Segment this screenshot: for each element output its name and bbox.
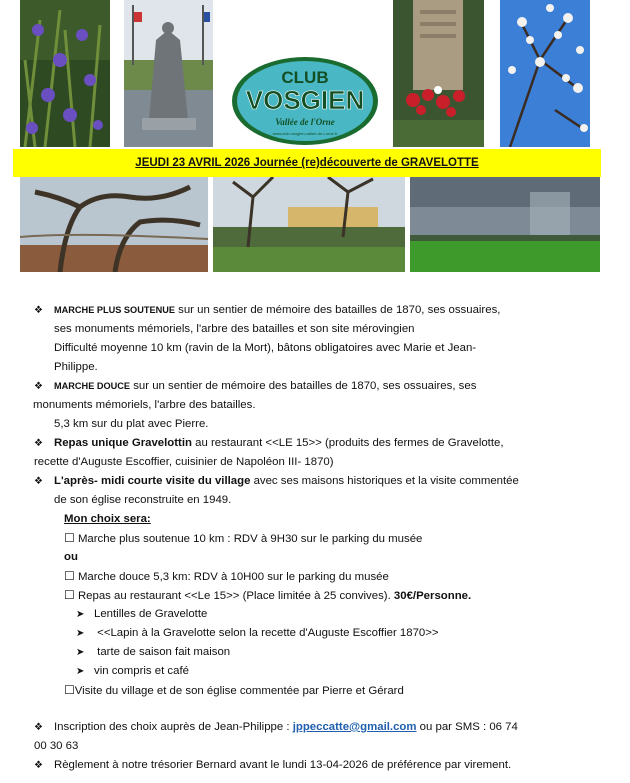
marche-douce-text: sur un sentier de mémoire des batailles de 1870, ses ossuaires, ses [130, 380, 477, 392]
diamond-bullet-icon: ❖ [34, 722, 43, 733]
photo-monument-statues [124, 0, 213, 147]
marche-douce-line3: 5,3 km sur du plat avec Pierre. [54, 418, 209, 430]
option-repas: Repas au restaurant <<Le 15>> (Place limitée à 25 convives). [77, 590, 394, 602]
menu-item: <<Lapin à la Gravelotte selon la recette d'Auguste Escoffier 1870>> [94, 627, 439, 639]
marche-soutenue-line4: Philippe. [54, 361, 98, 373]
email-link[interactable]: jppeccatte@gmail.com [292, 721, 417, 733]
photo-green-field [410, 177, 600, 272]
repas-price: 30€/Personne. [393, 590, 472, 602]
choice-heading: Mon choix sera: [64, 513, 151, 525]
inscription-text: Inscription des choix auprès de Jean-Philippe : [54, 721, 293, 733]
photo-violets [20, 0, 110, 147]
marche-douce-line2: monuments mémoriels, l'arbre des batailles. [33, 399, 256, 411]
checkbox-visite[interactable]: ☐ [64, 683, 75, 697]
photo-memorial-stone [393, 0, 484, 147]
marche-douce-title: MARCHE DOUCE [54, 381, 131, 391]
club-vosgien-logo [230, 55, 380, 147]
arrow-bullet-icon: ➤ [76, 647, 85, 658]
logo-url-text: www.club-vosgien-vallee-de-l-orne.fr [272, 131, 338, 136]
apres-midi-text: avec ses maisons historiques et la visite commentée [250, 475, 519, 487]
logo-vosgien-text: VOSGIEN [245, 85, 365, 115]
apres-midi-line2: de son église reconstruite en 1949. [54, 494, 232, 506]
arrow-bullet-icon: ➤ [76, 609, 85, 620]
option-visite: Visite du village et de son église commentée par Pierre et Gérard [74, 685, 404, 697]
inscription-sms: ou par SMS : 06 74 [416, 721, 518, 733]
marche-soutenue-text: sur un sentier de mémoire des batailles de 1870, ses ossuaires, [174, 304, 501, 316]
photo-blossom-sky [500, 0, 590, 147]
marche-soutenue-line3: Difficulté moyenne 10 km (ravin de la Mort), bâtons obligatoires avec Marie et Jean- [54, 342, 477, 354]
diamond-bullet-icon: ❖ [34, 381, 43, 392]
reglement-text: Règlement à notre trésorier Bernard avant le lundi 13-04-2026 de préférence par virement. [54, 759, 512, 771]
photo-old-tree [20, 177, 208, 272]
arrow-bullet-icon: ➤ [76, 666, 85, 677]
apres-midi-title: L'après- midi courte visite du village [54, 475, 251, 487]
menu-item: vin compris et café [94, 665, 189, 677]
arrow-bullet-icon: ➤ [76, 628, 85, 639]
diamond-bullet-icon: ❖ [34, 760, 43, 771]
diamond-bullet-icon: ❖ [34, 305, 43, 316]
repas-line2: recette d'Auguste Escoffier, cuisinier de Napoléon III- 1870) [34, 456, 334, 468]
checkbox-marche-soutenue[interactable]: ☐ [64, 531, 75, 545]
menu-item: Lentilles de Gravelotte [94, 608, 208, 620]
marche-soutenue-line2: ses monuments mémoriels, l'arbre des batailles et son site mérovingien [54, 323, 415, 335]
inscription-phone-line2: 00 30 63 [34, 740, 79, 752]
repas-title: Repas unique Gravelottin [54, 437, 192, 449]
option-marche-douce: Marche douce 5,3 km: RDV à 10H00 sur le parking du musée [77, 571, 389, 583]
marche-soutenue-title: MARCHE PLUS SOUTENUE [54, 305, 175, 315]
logo-club-text: CLUB [281, 68, 329, 87]
checkbox-marche-douce[interactable]: ☐ [64, 569, 75, 583]
diamond-bullet-icon: ❖ [34, 476, 43, 487]
menu-item: tarte de saison fait maison [94, 646, 231, 658]
event-title-banner: JEUDI 23 AVRIL 2026 Journée (re)découverte de GRAVELOTTE [13, 149, 601, 177]
logo-valley-text: Vallée de l'Orne [275, 117, 335, 127]
photo-walled-garden [213, 177, 405, 272]
event-description [34, 301, 594, 775]
option-marche-soutenue: Marche plus soutenue 10 km : RDV à 9H30 sur le parking du musée [77, 533, 423, 545]
choice-or: ou [64, 551, 78, 563]
checkbox-repas[interactable]: ☐ [64, 588, 75, 602]
repas-text: au restaurant <<LE 15>> (produits des fermes de Gravelotte, [191, 437, 504, 449]
diamond-bullet-icon: ❖ [34, 438, 43, 449]
